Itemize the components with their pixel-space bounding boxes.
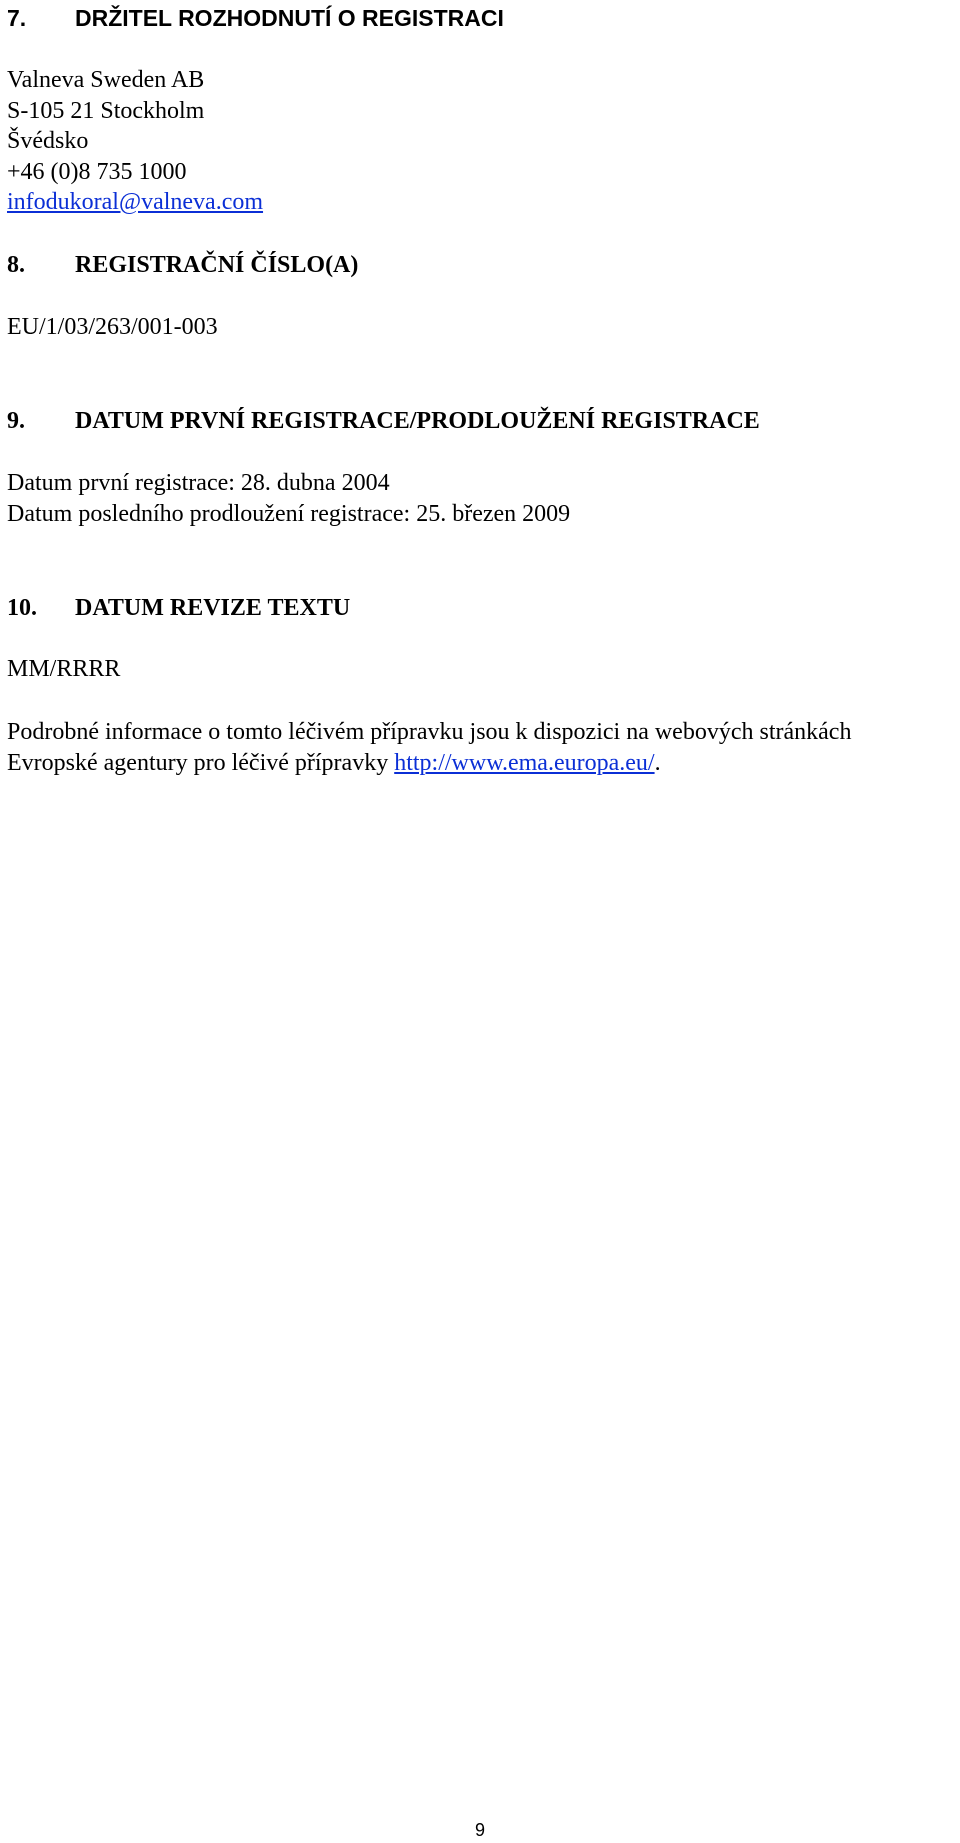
page-number: 9 (474, 1820, 485, 1840)
last-renewal-date: Datum posledního prodloužení registrace: 25. březen 2009 (7, 500, 571, 527)
section-9-number: 9. (7, 408, 25, 434)
ema-info-line-2 (7, 748, 851, 779)
holder-postal: S-105 21 Stockholm (7, 97, 205, 124)
section-10-title: DATUM REVIZE TEXTU (75, 595, 351, 621)
section-9-heading (7, 406, 760, 436)
holder-country: Švédsko (7, 128, 89, 154)
ema-info-line-1: Podrobné informace o tomto léčivém přípravku jsou k dispozici na webových stránkách (7, 719, 852, 745)
section-10-heading (7, 593, 350, 623)
ema-website-link[interactable]: http://www.ema.europa.eu/ (394, 749, 655, 776)
section-10-number: 10. (7, 595, 37, 621)
first-registration-date: Datum první registrace: 28. dubna 2004 (7, 470, 390, 496)
revision-date-format: MM/RRRR (7, 656, 121, 682)
section-7-number: 7. (7, 5, 27, 31)
section-8-heading (7, 250, 358, 280)
section-7-title: DRŽITEL ROZHODNUTÍ O REGISTRACI (75, 5, 504, 31)
section-8-number: 8. (7, 252, 25, 278)
ema-info-paragraph (7, 717, 851, 778)
ema-info-line-2-prefix: Evropské agentury pro léčivé přípravky (7, 749, 395, 776)
registration-number: EU/1/03/263/001-003 (7, 314, 218, 340)
holder-address (7, 65, 263, 218)
holder-email-link[interactable]: infodukoral@valneva.com (7, 189, 264, 215)
holder-company: Valneva Sweden AB (7, 67, 205, 93)
holder-phone: +46 (0)8 735 1000 (7, 158, 187, 185)
section-7-heading (7, 3, 504, 33)
registration-dates (7, 468, 570, 529)
section-9-title: DATUM PRVNÍ REGISTRACE/PRODLOUŽENÍ REGISTRACE (75, 408, 760, 434)
ema-info-line-2-suffix: . (654, 749, 661, 776)
section-8-title: REGISTRAČNÍ ČÍSLO(A) (75, 252, 359, 278)
